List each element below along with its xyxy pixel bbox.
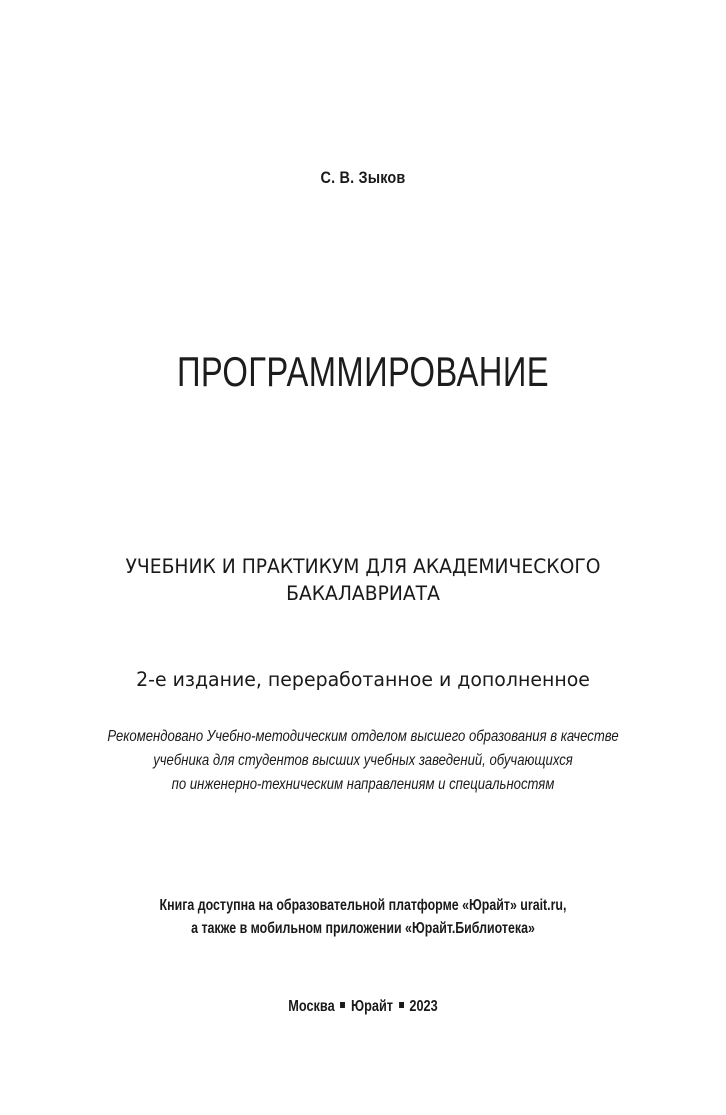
book-title: ПРОГРАММИРОВАНИЕ [176, 348, 550, 395]
availability-line-2: а также в мобильном приложении «Юрайт.Библиотека» [191, 920, 535, 937]
separator-square-icon [399, 1002, 404, 1008]
recommendation-line-1: Рекомендовано Учебно-методическим отделом высшего образования в качестве [107, 728, 619, 745]
edition-note: 2-е издание, переработанное и дополненное [136, 668, 590, 691]
author-name: С. В. Зыков [320, 168, 406, 187]
imprint-publisher: Юрайт [351, 998, 394, 1015]
imprint-year: 2023 [409, 998, 438, 1015]
book-subtitle-line-1: УЧЕБНИК И ПРАКТИКУМ ДЛЯ АКАДЕМИЧЕСКОГО [125, 555, 601, 578]
book-subtitle-line-2: БАКАЛАВРИАТА [286, 582, 440, 605]
imprint [65, 998, 660, 1016]
recommendation-line-2: учебника для студентов высших учебных заведений, обучающихся [153, 752, 573, 769]
availability-line-1: Книга доступна на образовательной платформе «Юрайт» urait.ru, [159, 897, 567, 914]
recommendation-line-3: по инженерно-техническим направлениям и специальностям [171, 776, 555, 793]
separator-square-icon [340, 1002, 345, 1008]
imprint-city: Москва [288, 998, 335, 1015]
